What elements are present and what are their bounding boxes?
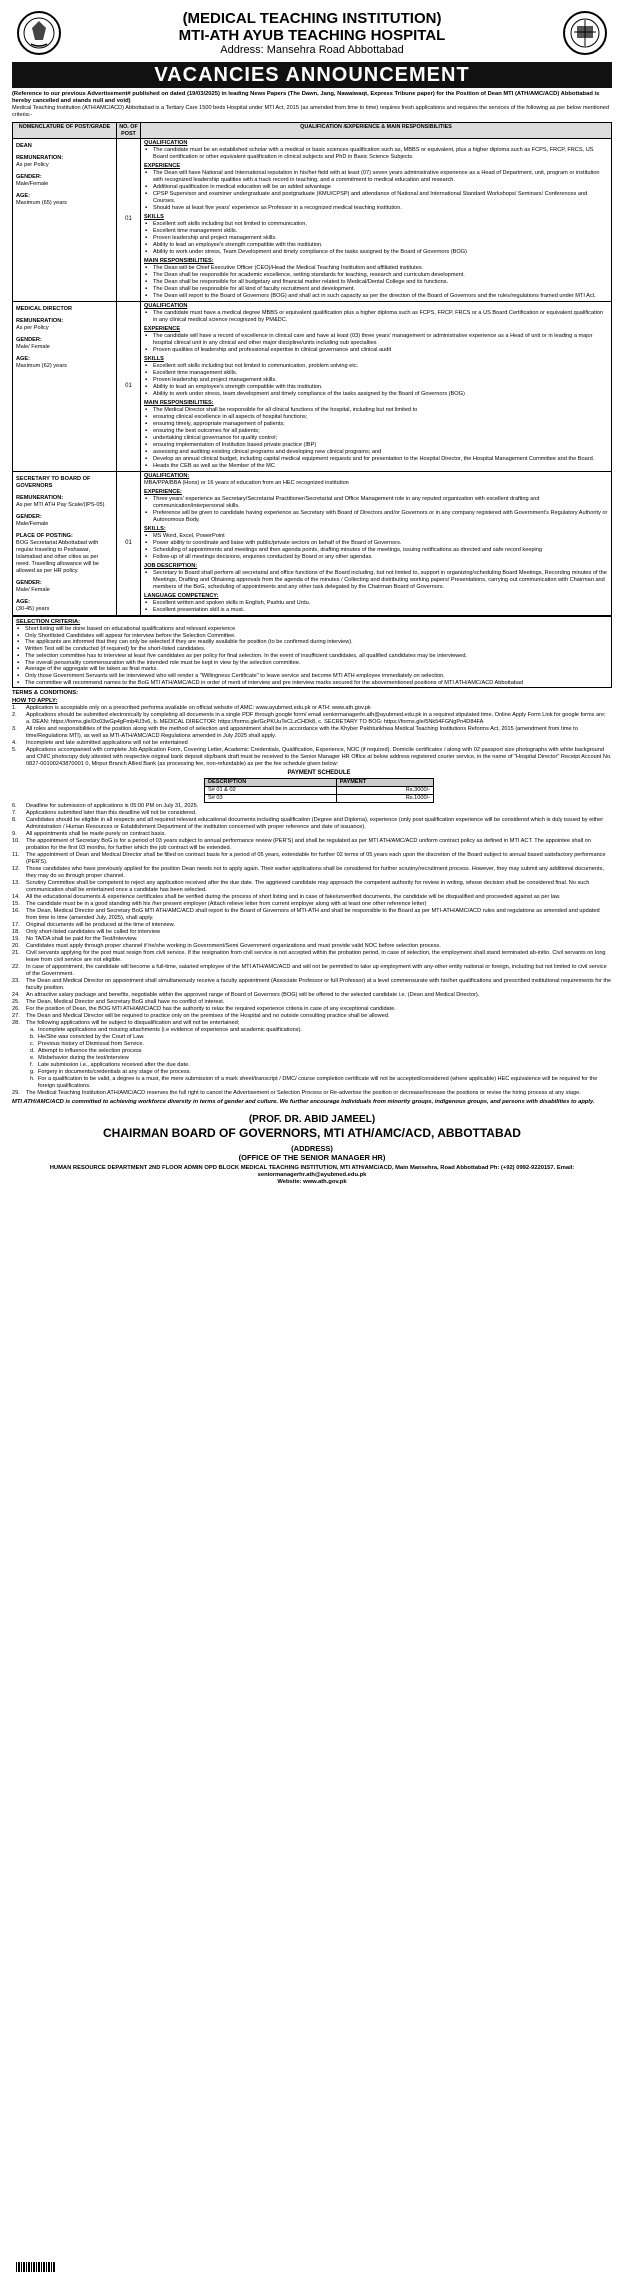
list-item: 12. Those candidates who have previously applied for the position Dean needs not to apply again. Their earlier applications shall be considered for further scrutiny/recruitment process. However, they may submit any additional documents, they may do so through proper channel. bbox=[12, 866, 604, 880]
section-heading: MAIN RESPONSIBILITIES: bbox=[144, 258, 214, 264]
selection-criteria bbox=[12, 616, 612, 688]
post-count: 01 bbox=[117, 139, 141, 302]
post-field-label: AGE: bbox=[16, 599, 30, 605]
section-list bbox=[144, 533, 608, 561]
header bbox=[12, 4, 612, 62]
section-heading: EXPERIENCE: bbox=[144, 489, 182, 495]
website-link[interactable]: Website: www.ath.gov.pk bbox=[277, 1179, 347, 1186]
post-field-value: BOG Secretariat Abbottabad with regular traveling to Peshawar, Islamabad and other cities as per need. Travelling allowance will be allowed as per HR policy. bbox=[16, 540, 100, 574]
post-field-label: REMUNERATION: bbox=[16, 155, 64, 161]
list-item: ▪ The Dean shall be responsible for all budgetary and financial matter related to Medical/Dental College and its functions. bbox=[144, 279, 608, 286]
term-text: All roles and responsibilities of the position along with the method of selection and appointment shall be in accordance with the Khyber Pakhtunkhwa Medical Teaching Institutions Reforms Act, 2015 (amendment from time to time/Regulations MTI), as well as MTI-ATH/AMC/ACD Regulations amended in July 2025 shall apply. bbox=[26, 726, 578, 740]
payment-table bbox=[204, 778, 434, 803]
disq-text: For a qualification to be valid, a degree is a must, the mere submission of a mark sheet/transcript / DMC/ course completion certificate will not be accepted/considered (where applicable) HEC equivalence will be required for the foreign qualifications. bbox=[38, 1076, 598, 1090]
post-field-label: SECRETARY TO BOARD OF GOVERNORS bbox=[16, 476, 91, 489]
post-field-label: REMUNERATION: bbox=[16, 318, 64, 324]
post-field-value: Male/Female bbox=[16, 521, 49, 527]
header-line2: MTI-ATH AYUB TEACHING HOSPITAL bbox=[178, 27, 446, 44]
list-item: 5. Applications accompanied with complete Job Application Form, Covering Letter, Academic Credentials, Qualification, Experience, NOC (if required). Domicile certificates / along with 02 passport size photographs with white background and CNIC photocopy duly attested with respective original bank deposit slip/bank draft must be received to the Senior Manager HR Office at below address registered courier service, in the name of "Hospital Director" Receipt Account No. 0827-00100243870001 0, Mirpur Branch Allied Bank (as processing fee, non-refundable) as per the fee schedule given below: bbox=[12, 747, 612, 768]
term-text: All the educational documents & experience certificates shall be verified during the process of short listing and in case of fake/unverified documents, the candidate will be disqualified and proceeded against as per law. bbox=[26, 894, 561, 901]
list-item: ▪ The committee will recommend names to the BoG MTI ATH/AMC/ACD in order of merit of interview and pre interview marks secured for the abovementioned positions of MTI ATH/AMC/ACD Abbottabad bbox=[16, 680, 608, 687]
post-details bbox=[13, 302, 117, 472]
post-details bbox=[13, 472, 117, 616]
list-item: ▪ The overall personality commensuration with the intended role must be kept in view by the selection committee. bbox=[16, 660, 608, 667]
list-item: ▪ ensuring the best outcomes for all patients; bbox=[144, 428, 608, 435]
section-list bbox=[144, 363, 608, 398]
post-details bbox=[13, 139, 117, 302]
list-item: ▪ Written Test will be conducted (if required) for the short-listed candidates. bbox=[16, 646, 608, 653]
signer-name: (PROF. DR. ABID JAMEEL) bbox=[248, 1114, 376, 1126]
list-item: 25. The Dean, Medical Director and Secretary BoG shall have no conflict of interest. bbox=[12, 999, 225, 1006]
list-item: 29. The Medical Teaching Institution ATH/AMC/ACD reserves the full right to cancel the Advertisement or Selection Process or Re-advertise the position or decrease/increase the positions or revise the hiring process at any stage. bbox=[12, 1090, 581, 1097]
signer-title: CHAIRMAN BOARD OF GOVERNORS, MTI ATH/AMC/ACD, ABBOTTABAD bbox=[103, 1126, 521, 1141]
term-text: The Dean and Medical Director on appointment shall simultaneously receive a faculty appointment (Associate Professor or full Professor) at a level commensurate with his/her qualifications and prescribed institutional requirements for the faculty position. bbox=[26, 978, 612, 992]
list-item: e. Misbehavior during the test/interview bbox=[30, 1055, 129, 1062]
disq-text: Misbehavior during the test/interview bbox=[38, 1055, 129, 1062]
list-item: 18. Only short-listed candidates will be called for interview bbox=[12, 929, 160, 936]
list-item: ▪ The Dean shall be responsible for all kind of faculty recruitment and development. bbox=[144, 286, 608, 293]
payment-schedule bbox=[12, 770, 612, 803]
list-item: 11. The appointment of Dean and Medical Director shall be filled on contract basis for a period of 05 years, extendable for further 02 terms of 05 years each upon the discretion of the Board subject to annual based satisfactory performance (PER'S). bbox=[12, 852, 606, 866]
list-item: 28. The following applications will be subject to disqualification and will not be entertained; bbox=[12, 1020, 240, 1027]
payment-amount: Rs.3000/- bbox=[336, 787, 433, 795]
payment-amount: Rs.1000/- bbox=[336, 795, 433, 803]
post-field-label: DEAN bbox=[16, 143, 32, 149]
section-list bbox=[144, 310, 608, 324]
list-item: ▪ Should have at least five years' experience as Professor in a recognized medical teaching institution. bbox=[144, 205, 608, 212]
list-item: 2. Applications should be submitted electronically by completing all documents in a single PDF through google form/ email seniormanagerhr.ath@ayubmed.edu.pk in a required stipulated time. Online Apply Form Link for google forms are; bbox=[12, 712, 606, 719]
post-field-label: GENDER: bbox=[16, 174, 42, 180]
term-text: The following applications will be subject to disqualification and will not be entertained; bbox=[26, 1020, 240, 1027]
term-text: The appointment of Secretary BoG is for a period of 03 years subject to annual performance review (PER'S) and shall be regulated as per MTI ATH/AMC/ACD uniform contract policy as defined in MTI ACT. The appointee shall on probation for the first 03 months, for further which the job contract will be extended. bbox=[26, 838, 591, 852]
term-text: Deadline for submission of applications is 05:00 PM on July 31, 2025. bbox=[26, 803, 199, 810]
table-row bbox=[205, 795, 434, 803]
payment-col-desc: DESCRIPTION bbox=[205, 779, 337, 787]
section-list bbox=[144, 147, 608, 161]
list-item: ▪ Proven qualities of leadership and professional expertise in clinical governance and clinical audit bbox=[144, 347, 608, 354]
term-text: Incomplete and late submitted applications will not be entertained bbox=[26, 740, 188, 747]
term-text: Applications accompanied with complete Job Application Form, Covering Letter, Academic Credentials, Qualification, Experience, NOC (if required). Domicile certificates / along with 02 passport size photographs with white background and CNIC photocopy duly attested with respective original bank deposit slip/bank draft must be received to the Senior Manager HR Office at below address registered courier service, in the name of "Hospital Director" Receipt Account No. 0827-00100243870001 0, Mirpur Branch Allied Bank (as processing fee, non-refundable) as per the fee schedule given below: bbox=[26, 747, 612, 768]
list-item: ▪ ensuring timely, appropriate management of patients; bbox=[144, 421, 608, 428]
list-item: ▪ Heads the CEB as well as the Member of the MC bbox=[144, 463, 608, 470]
post-field-value: Male/ Female bbox=[16, 344, 50, 350]
list-item: ▪ Excellent written and spoken skills in English, Pashtu and Urdu. bbox=[144, 600, 608, 607]
list-item: ▪ Secretary to Board shall perform all secretarial and office functions of the Board including, but not limited to, support in organizing/scheduling Board Meetings, Recording minutes of the Meetings, Drafting and Obtaining approvals from the agenda of the minutes / Collecting and distributing working papers/ Presentations, carrying out communication with Chairman and members of the BoG, scheduling of appointments and any other task delegated by the Chairman Board of Governors. bbox=[144, 570, 608, 591]
list-item: ▪ The candidate will have a record of excellence in clinical care and have at least (03) three years' management or administrative experience as a Head of unit or in leading a major hospital clinical unit in any clinical and other major discipline/units including sub specialties bbox=[144, 333, 608, 347]
payment-desc: S# 03 bbox=[205, 795, 337, 803]
list-item: ▪ The Dean shall be responsible for academic excellence, setting standards for teaching, research and curriculum development. bbox=[144, 272, 608, 279]
how-to-apply-title: HOW TO APPLY: bbox=[12, 698, 58, 705]
list-item: ▪ Excellent time management skills. bbox=[144, 370, 608, 377]
term-text: The Dean and Medical Director will be required to practice only on the premises of the Hospital and no outside consulting practice shall be allowed. bbox=[26, 1013, 390, 1020]
term-text: An attractive salary package and benefits, negotiable within the approved range of Board of Governors (BOG) will be offered to the selected candidate i.e. (Dean and Medical Director). bbox=[26, 992, 480, 999]
list-item: ▪ Proven leadership and project management skills. bbox=[144, 377, 608, 384]
reference-note: (Reference to our previous Advertisement# published on dated (19/03/2025) in leading News Papers (The Dawn, Jang, Nawaiwaqt, Express Tribune paper) for the Position of Dean MTI (ATH/AMC/ACD) Abbottabad is hereby cancelled and stands null and void) bbox=[12, 91, 600, 104]
list-item: ▪ Follow-up of all meetings decisions, enquiries conducted by Board or any other agendas. bbox=[144, 554, 608, 561]
section-list bbox=[144, 333, 608, 354]
post-row bbox=[13, 139, 612, 302]
payment-desc: S# 01 & 02 bbox=[205, 787, 337, 795]
list-item: ▪ The Dean will have National and International reputation in his/her field with at least (07) seven years administrative experience as a Head of Department, unit, program or institution with recognized leadership qualities with a track record in teaching, and a commitment to medical education and research. bbox=[144, 170, 608, 184]
list-item: ▪ Only those Government Servants will be interviewed who will render a "Willingness Certificate" to leave service and become MTI ATH employee immediately on selection. bbox=[16, 673, 608, 680]
list-item: ▪ Only Shortlisted Candidates will appear for interview before the Selection Committee. bbox=[16, 633, 608, 640]
section-heading: LANGUAGE COMPETENCY: bbox=[144, 593, 219, 599]
list-item: ▪ ensuring implementation of Institution based private practice (IBP) bbox=[144, 442, 608, 449]
term-text: For the position of Dean, the BOG MTI ATH/AMC/ACD has the authority to relax the required experience criteria in case of any exceptional candidate. bbox=[26, 1006, 396, 1013]
list-item: b. He/She was convicted by the Court of Law. bbox=[30, 1034, 145, 1041]
disq-text: Late submission i.e., applications received after the due date. bbox=[38, 1062, 190, 1069]
post-field-value: (30-45) years bbox=[16, 606, 50, 612]
list-item: 19. No TA/DA shall be paid for the Test/Interview. bbox=[12, 936, 138, 943]
list-item: 10. The appointment of Secretary BoG is for a period of 03 years subject to annual performance review (PER'S) and shall be regulated as per MTI ATH/AMC/ACD uniform contract policy as defined in MTI ACT. The appointee shall on probation for the first 03 months, for further which the job contract will be extended. bbox=[12, 838, 591, 852]
list-item: h. For a qualification to be valid, a degree is a must, the mere submission of a mark sheet/transcript / DMC/ course completion certificate will not be accepted/considered (where applicable) HEC equivalence will be required for the foreign qualifications. bbox=[30, 1076, 598, 1090]
list-item: ▪ CPSP Supervisor and examiner undergraduate and postgraduate (KMU/CPSP) and attendance of National and International Standard Workshops/ Seminars/ Conferences and Courses. bbox=[144, 191, 608, 205]
section-text: MBA/PPA/BBA (Hons) or 16 years of education from an HEC recognized institution bbox=[144, 480, 349, 486]
post-field-label: AGE: bbox=[16, 356, 30, 362]
list-item: 13. Scrutiny Committee shall be competent to reject any application received after the due date. The aggrieved candidate may approach the competent authority for review in writing, whose decision shall be considered final. No such communication shall be entertained once a candidate has been selected. bbox=[12, 880, 590, 894]
term-text: Applications should be submitted electronically by completing all documents in a single PDF through google form/ email seniormanagerhr.ath@ayubmed.edu.pk in a required stipulated time. Online Apply Form Link for google forms are; bbox=[26, 712, 606, 719]
post-field-value: Maximum (65) years bbox=[16, 200, 67, 206]
post-field-value: As per MTI ATH Pay Scale/(IPS-05) bbox=[16, 502, 105, 508]
section-heading: QUALIFICATION bbox=[144, 303, 188, 309]
post-field-label: MEDICAL DIRECTOR bbox=[16, 306, 73, 312]
list-item: ▪ Three years' experience as Secretary/Secretarial Practitioner/Secretarial and Office Management role in any reputed organization with excellent drafting and communication/interpersonal skills. bbox=[144, 496, 608, 510]
post-qualification bbox=[141, 139, 612, 302]
list-item: ▪ The candidate must have a medical degree MBBS or equivalent qualification plus a higher diploma such as FCPS, FRCP, FRCS or a US Board Certification or equivalent qualification in any clinical medical science recognized by PM&DC. bbox=[144, 310, 608, 324]
list-item: 21. Civil servants applying for the post must resign from civil service. If the resignation from civil service is not accepted within the probation period, in case of selection, the employment shall stand terminated ab-initio. Civil servants on long leave from civil service are not eligible. bbox=[12, 950, 606, 964]
list-item: ▪ Ability to work under stress, team development and timely compliance of the tasks assigned by the Board of Governors (BOG) bbox=[144, 391, 608, 398]
post-field-value: Male/Female bbox=[16, 181, 49, 187]
list-item: ▪ Preference will be given to candidate having experience as Secretary with Board of Directors and/or Governors or in any company registered with Government's Regulatory Authority or Autonomous Body. bbox=[144, 510, 608, 524]
term-text: The candidate must be in a good standing with his /her present employer (Attach relieve letter from current employer along with at least one other reference letter) bbox=[26, 901, 427, 908]
list-item: 6. Deadline for submission of applications is 05:00 PM on July 31, 2025. bbox=[12, 803, 199, 810]
post-count: 01 bbox=[117, 472, 141, 616]
section-heading: SKILLS bbox=[144, 214, 164, 220]
list-item: 3. All roles and responsibilities of the position along with the method of selection and appointment shall be in accordance with the Khyber Pakhtunkhwa Medical Teaching Institutions Reforms Act, 2015 (amendment from time to time/Regulations MTI), as well as MTI-ATH/AMC/ACD Regulations amended in July 2025 shall apply. bbox=[12, 726, 578, 740]
list-item: ▪ undertaking clinical governance for quality control; bbox=[144, 435, 608, 442]
list-item: ▪ assessing and auditing existing clinical programs and developing new clinical programs; and bbox=[144, 449, 608, 456]
section-list bbox=[144, 265, 608, 300]
list-item: ▪ Power ability to coordinate and liaise with public/private sectors on behalf of the Board of Governors. bbox=[144, 540, 608, 547]
section-heading: JOB DESCRIPTION: bbox=[144, 563, 198, 569]
list-item: ▪ Excellent soft skills including but not limited to communication, problem solving etc. bbox=[144, 363, 608, 370]
term-text: The Dean, Medical Director and Secretary BoG MTI ATH/AMC/ACD shall report to the Board of Governors of MTI-ATH and shall be responsible to the Board as per MTI-ATH/AMC/ACD rules and regulations as amended and updated from time to time (amended July, 2025), shall apply. bbox=[26, 908, 600, 922]
diversity-note: MTI ATH/AMC/ACD is committed to achieving workforce diversity in terms of gender and culture. We further encourage individuals from minority groups, indigenous groups, and persons with disabilities to apply. bbox=[12, 1099, 595, 1106]
list-item: 15. The candidate must be in a good standing with his /her present employer (Attach relieve letter from current employer along with at least one other reference letter) bbox=[12, 901, 427, 908]
list-item: 4. Incomplete and late submitted applications will not be entertained bbox=[12, 740, 188, 747]
post-field-label: GENDER: bbox=[16, 337, 42, 343]
list-item: c. Previous history of Dismissal from Service. bbox=[30, 1041, 144, 1048]
list-item: ▪ Develop an annual clinical budget, including capital medical equipment requests and for presentation to the Hospital Director, the Hospital Management Committee and the Board. bbox=[144, 456, 608, 463]
vacancies-banner: VACANCIES ANNOUNCEMENT bbox=[12, 62, 612, 88]
section-list bbox=[144, 600, 608, 614]
term-text: In case of appointment, the candidate will become a full-time, salaried employee of the MTI ATH/AMC/ACD and will not be permitted to take up employment with any-other entity national or foreign, including but not limited to civil service of the Government. bbox=[26, 964, 607, 978]
list-item: 1. Application is acceptable only on a prescribed performa available on official website of AMC: www.ayubmed.edu.pk or ATH: www.ath.gov.pk bbox=[12, 705, 371, 712]
term-text: Civil servants applying for the post must resign from civil service. If the resignation from civil service is not accepted within the probation period, in case of selection, the employment shall stand terminated ab-initio. Civil servants on long leave from civil service are not eligible. bbox=[26, 950, 606, 964]
post-field-label: PLACE OF POSTING: bbox=[16, 533, 73, 539]
term-text: Candidates should be eligible in all respects and all required relevant educational documents including qualification (Degree and Diploma), experience (only post qualification experience will be considered which is duly issued by either Administration / Human Resources or Establishment Department of the institution concerned with proper reference and date of issuance). bbox=[26, 817, 604, 831]
list-item: ▪ The Dean will be Chief Executive Officer (CEO)/Head the Medical Teaching Institution and affiliated institutes. bbox=[144, 265, 608, 272]
post-field-label: GENDER: bbox=[16, 580, 42, 586]
col-header-number: NO. OF POST bbox=[117, 123, 141, 139]
section-list bbox=[144, 570, 608, 591]
list-item: ▪ Ability to work under stress, Team Development and timely compliance of the tasks assigned by the Board of Governors (BOG) bbox=[144, 249, 608, 256]
list-item: ▪ The Medical Director shall be responsible for all clinical functions of the hospital, including but not limited to bbox=[144, 407, 608, 414]
term-text: Applications submitted later than this deadline will not be considered. bbox=[26, 810, 197, 817]
list-item: 14. All the educational documents & experience certificates shall be verified during the process of short listing and in case of fake/unverified documents, the candidate will be disqualified and proceeded against as per law. bbox=[12, 894, 561, 901]
payment-col-amount: PAYMENT bbox=[336, 779, 433, 787]
hospital-logo-icon bbox=[562, 10, 608, 56]
term-text: No TA/DA shall be paid for the Test/Interview. bbox=[26, 936, 138, 943]
list-item: d. Attempt to influence the selection process bbox=[30, 1048, 142, 1055]
list-item: ▪ Excellent time management skills. bbox=[144, 228, 608, 235]
post-field-label: AGE: bbox=[16, 193, 30, 199]
selection-title: SELECTION CRITERIA: bbox=[16, 619, 81, 625]
term-text: The Dean, Medical Director and Secretary BoG shall have no conflict of interest. bbox=[26, 999, 225, 1006]
disq-text: Incomplete applications and missing attachments (i.e evidence of experience and academic qualifications). bbox=[38, 1027, 302, 1034]
section-list bbox=[144, 496, 608, 524]
list-item: ▪ Additional qualification in medical education will be an added advantage bbox=[144, 184, 608, 191]
post-field-value: As per Policy bbox=[16, 325, 49, 331]
list-item: ▪ Proven leadership and project management skills. bbox=[144, 235, 608, 242]
list-item: ▪ Ability to lead an employee's strength compatible with this institution. bbox=[144, 242, 608, 249]
list-item: ▪ The applicants are informed that they can only be selected if they are readily available for position (to be confirmed during interview). bbox=[16, 639, 608, 646]
section-heading: QUALIFICATION: bbox=[144, 473, 190, 479]
address-label: (ADDRESS) bbox=[291, 1144, 333, 1154]
list-item: 16. The Dean, Medical Director and Secretary BoG MTI ATH/AMC/ACD shall report to the Board of Governors of MTI-ATH and shall be responsible to the Board as per MTI-ATH/AMC/ACD rules and regulations as amended and updated from time to time (amended July, 2025), shall apply. bbox=[12, 908, 600, 922]
institution-logo-icon bbox=[16, 10, 62, 56]
list-item: 27. The Dean and Medical Director will be required to practice only on the premises of the Hospital and no outside consulting practice shall be allowed. bbox=[12, 1013, 390, 1020]
disq-text: He/She was convicted by the Court of Law. bbox=[38, 1034, 145, 1041]
list-item: ▪ Ability to lead an employee's strength compatible with this institution. bbox=[144, 384, 608, 391]
list-item: f. Late submission i.e., applications received after the due date. bbox=[30, 1062, 190, 1069]
section-heading: EXPERIENCE bbox=[144, 163, 181, 169]
intro-text: Medical Teaching Institution (ATH/AMC/ACD) Abbottabad is a Tertiary Care 1500 beds Hospital under MTI Act, 2015 (as amended from time to time) requires fresh applications and requires the services of the following as per below mentioned criteria:- bbox=[12, 105, 609, 118]
term-text: The Medical Teaching Institution ATH/AMC/ACD reserves the full right to cancel the Advertisement or Selection Process or Re-advertise the position or decrease/increase the positions or revise the hiring process at any stage. bbox=[26, 1090, 581, 1097]
post-field-value: Maximum (62) years bbox=[16, 363, 67, 369]
list-item bbox=[12, 719, 612, 726]
list-item: 23. The Dean and Medical Director on appointment shall simultaneously receive a faculty appointment (Associate Professor or full Professor) at a level commensurate with his/her qualifications and prescribed institutional requirements for the faculty position. bbox=[12, 978, 612, 992]
list-item: 26. For the position of Dean, the BOG MTI ATH/AMC/ACD has the authority to relax the required experience criteria in case of any exceptional candidate. bbox=[12, 1006, 396, 1013]
term-text: Scrutiny Committee shall be competent to reject any application received after the due date. The aggrieved candidate may approach the competent authority for review in writing, whose decision shall be considered final. No such communication shall be entertained once a candidate has been selected. bbox=[26, 880, 590, 894]
post-row bbox=[13, 302, 612, 472]
header-line1: (MEDICAL TEACHING INSTITUTION) bbox=[182, 10, 442, 27]
list-item: ▪ The Dean will report to the Board of Governors (BOG) and shall act in such capacity as per the direction of the Board of Governors and the rules/regulations framed under MTI Act. bbox=[144, 293, 608, 300]
section-list bbox=[144, 221, 608, 256]
disqualification-list bbox=[12, 1027, 612, 1090]
post-row bbox=[13, 472, 612, 616]
post-count: 01 bbox=[117, 302, 141, 472]
list-item: ▪ Short listing will be done based on educational qualifications and relevant experience bbox=[16, 626, 608, 633]
list-item: a. Incomplete applications and missing attachments (i.e evidence of experience and academic qualifications). bbox=[30, 1027, 302, 1034]
payment-title: PAYMENT SCHEDULE bbox=[287, 770, 351, 777]
list-item: ▪ MS Word, Excel, PowerPoint bbox=[144, 533, 608, 540]
disq-text: Forgery in documents/credentials at any stage of the process. bbox=[38, 1069, 191, 1076]
section-heading: SKILLS bbox=[144, 356, 164, 362]
barcode-icon bbox=[16, 2262, 56, 2272]
section-list bbox=[144, 170, 608, 212]
term-text: Only short-listed candidates will be called for interview bbox=[26, 929, 160, 936]
section-list bbox=[144, 407, 608, 470]
term-text: Those candidates who have previously applied for the position Dean needs not to apply again. Their earlier applications shall be considered for further scrutiny/recruitment process. However, they may submit any additional documents, they may do so through proper channel. bbox=[26, 866, 604, 880]
post-field-label: GENDER: bbox=[16, 514, 42, 520]
term-text: The appointment of Dean and Medical Director shall be filled on contract basis for a period of 05 years, extendable for further 02 terms of 05 years each upon the discretion of the Board subject to annual based satisfactory performance (PER'S). bbox=[26, 852, 606, 866]
disq-text: Attempt to influence the selection process bbox=[38, 1048, 142, 1055]
term-text: Candidates must apply through proper channel if he/she working in Government/Semi Government organizations and must provide valid NOC before selection process. bbox=[26, 943, 441, 950]
list-item: ▪ Excellent presentation skill is a must. bbox=[144, 607, 608, 614]
terms-title: TERMS & CONDITIONS: bbox=[12, 690, 79, 697]
post-qualification bbox=[141, 472, 612, 616]
term-text: All appointments shall be made purely on contract basis. bbox=[26, 831, 166, 838]
term-text[interactable]: a. DEAN: https://forms.gle/Dx03wGp4gFmb4U3v6, b. MEDICAL DIRECTOR: https://forms.gle/GcPKUuTeCLzCHDk8, c. SECRETARY TO BOG: https://forms.gle/5Nk54FGNgPn4D84FA bbox=[26, 719, 484, 726]
list-item: ▪ The candidate must be an established scholar with a medical or basic sciences qualification such as, MBBS or equivalent, plus a higher diploma such as FCPS, FRCP, FRCS, US Board certification or other equivalent qualification in clinical subjects and PhD in Basic Science Subjects. bbox=[144, 147, 608, 161]
list-item: 9. All appointments shall be made purely on contract basis. bbox=[12, 831, 166, 838]
posts-table bbox=[12, 122, 612, 616]
list-item: 17. Original documents will be produced at the time of interview. bbox=[12, 922, 175, 929]
list-item: 8. Candidates should be eligible in all respects and all required relevant educational documents including qualification (Degree and Diploma), experience (only post qualification experience will be considered which is duly issued by either Administration / Human Resources or Establishment Department of the institution concerned with proper reference and date of issuance). bbox=[12, 817, 604, 831]
list-item: 22. In case of appointment, the candidate will become a full-time, salaried employee of the MTI ATH/AMC/ACD and will not be permitted to take up employment with any-other entity national or foreign, including but not limited to civil service of the Government. bbox=[12, 964, 607, 978]
post-field-value: As per Policy bbox=[16, 162, 49, 168]
section-heading: MAIN RESPONSIBILITIES: bbox=[144, 400, 214, 406]
list-item: g. Forgery in documents/credentials at any stage of the process. bbox=[30, 1069, 191, 1076]
header-address: Address: Mansehra Road Abbottabad bbox=[220, 44, 404, 56]
list-item: 7. Applications submitted later than this deadline will not be considered. bbox=[12, 810, 197, 817]
list-item: ▪ Average of the aggregate will be taken as final marks. bbox=[16, 666, 608, 673]
table-row bbox=[205, 787, 434, 795]
term-text: Original documents will be produced at the time of interview. bbox=[26, 922, 175, 929]
list-item: ▪ Scheduling of appointments and meetings and then agenda points, drafting minutes of the meetings, issuing notifications as directed and safe record keeping bbox=[144, 547, 608, 554]
post-field-label: REMUNERATION: bbox=[16, 495, 64, 501]
post-qualification bbox=[141, 302, 612, 472]
list-item: 20. Candidates must apply through proper channel if he/she working in Government/Semi Government organizations and must provide valid NOC before selection process. bbox=[12, 943, 441, 950]
col-header-qualification: QUALIFICATION /EXPERIENCE & MAIN RESPONSIBILITIES bbox=[141, 123, 612, 139]
disq-text: Previous history of Dismissal from Service. bbox=[38, 1041, 144, 1048]
col-header-post: NOMENCLATURE OF POST/GRADE bbox=[13, 123, 117, 139]
list-item: ▪ ensuring clinical excellence in all aspects of hospital functions; bbox=[144, 414, 608, 421]
list-item: ▪ The selection committee has to interview at least five candidates as per policy for final selection. In the event of insufficient candidates, all qualified candidates may be interviewed. bbox=[16, 653, 608, 660]
section-heading: EXPERIENCE bbox=[144, 326, 181, 332]
list-item: ▪ Excellent soft skills including but not limited to communication, bbox=[144, 221, 608, 228]
section-heading: SKILLS: bbox=[144, 526, 166, 532]
section-heading: QUALIFICATION bbox=[144, 140, 188, 146]
post-field-value: Male/ Female bbox=[16, 587, 50, 593]
list-item: 24. An attractive salary package and benefits, negotiable within the approved range of Board of Governors (BOG) will be offered to the selected candidate i.e. (Dean and Medical Director). bbox=[12, 992, 480, 999]
address-office: (OFFICE OF THE SENIOR MANAGER HR) bbox=[238, 1153, 386, 1163]
address-line: HUMAN RESOURCE DEPARTMENT 2ND FLOOR ADMIN OPD BLOCK MEDICAL TEACHING INSTITUTION, MTI ATH/AMC/ACD, Main Mansehra, Road Abbottabad Ph: (+92) 0992-9220157. Email: seniormanagerhr.ath@ayubmed.edu.pk bbox=[49, 1165, 575, 1179]
term-text: Application is acceptable only on a prescribed performa available on official website of AMC: www.ayubmed.edu.pk or ATH: www.ath.gov.pk bbox=[26, 705, 371, 712]
